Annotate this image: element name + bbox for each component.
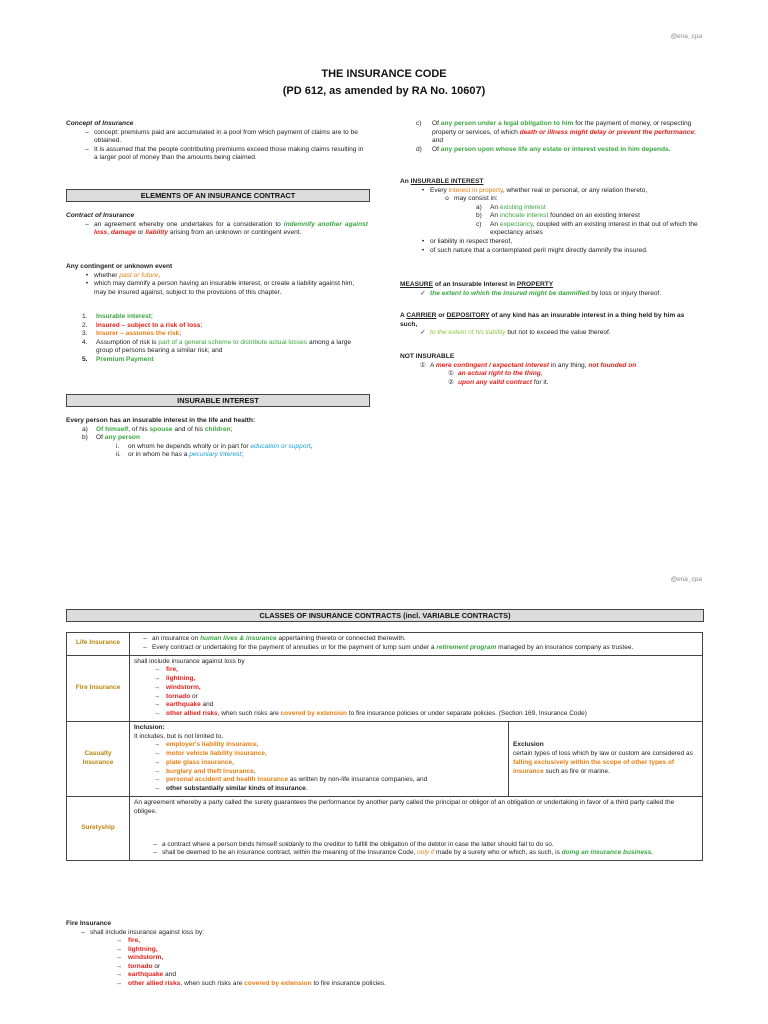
classes-header-box: CLASSES OF INSURANCE CONTRACTS (incl. VARIABLE CONTRACTS) — [66, 609, 704, 622]
fire-label: Fire Insurance — [67, 655, 130, 721]
contract-section — [66, 212, 368, 238]
contract-heading: Contract of Insurance — [66, 212, 135, 219]
list-item: c) Of any person under a legal obligation to him for the payment of money, or respecting property or services, of which death or illness might delay or prevent the performance; and — [416, 120, 696, 145]
list-item: d) Of any person upon whose life any estate or interest vested in him depends. — [416, 145, 671, 153]
table-row: Fire Insurance shall include insurance against loss by → fire, → lightning, → windstorm, → tornado or → earthquake and → other allied risks, when such risks are covered by extension to fire insurance policies or under separate policies. (Section 169, Insurance Code) — [67, 655, 703, 721]
page-subtitle: (PD 612, as amended by RA No. 10607) — [282, 85, 486, 97]
list-item: ii. or in whom he has a pecuniary interest; — [116, 451, 244, 459]
list-item: 4. Assumption of risk is part of a general scheme to distribute actual losses among a large group of persons bearing a similar risk; and — [82, 338, 352, 355]
table-row: Casualty Insurance Inclusion: It includes, but is not limited to, → employer's liability insurance, → motor vehicle liability insurance, → plate glass insurance, → burglary and theft insurance, → personal accident and health insurance as written by non-life insurance companies, and → other substantially similar kinds of insurance. Exclusion certain types of loss which by law or custom are considered as falling exclusively within the scope of other types of insurance such as fire or marine. — [67, 721, 703, 796]
fire-insurance-bottom: Fire Insurance – shall include insurance against loss by: → fire, → lightning, → windstorm, → tornado or → earthquake and → other allied risks, when such risks are covered by extension to fire insurance policies. — [66, 920, 387, 987]
carrier-section: A CARRIER or DEPOSITORY of any kind has an insurable interest in a thing held by him as such, ✓ to the extent of his liability but not to exceed the value thereof. — [400, 312, 702, 338]
every-person-section — [66, 417, 368, 460]
list-item: • which may damnify a person having an insurable interest, or create a liability against him, may be insured against, subject to the provisions of this chapter. — [85, 280, 355, 296]
elements-list — [82, 313, 368, 364]
list-item: i. on whom he depends wholly or in part for education or support, — [116, 442, 313, 450]
list-item: 3. Insurer – assumes the risk; — [82, 330, 182, 338]
author-handle-2: @eria_cpa — [670, 576, 702, 583]
list-item: • Every interest in property, whether real or personal, or any relation thereto, — [421, 186, 648, 194]
list-item: o may consist in: — [445, 195, 498, 203]
classes-table — [66, 632, 703, 861]
insurable-header-box: INSURABLE INTEREST — [66, 394, 370, 407]
list-item: – concept: premiums paid are accumulated in a pool from which payment of claims are to be obtained. — [85, 128, 358, 145]
list-item: b) An inchoate interest founded on an existing interest — [476, 212, 640, 220]
page-title: THE INSURANCE CODE — [321, 68, 447, 80]
life-label: Life Insurance — [67, 633, 130, 656]
list-item: ② upon any valid contract for it. — [448, 378, 549, 386]
list-item: ✓ the extent to which the insured might be damnified by loss or injury thereof. — [420, 289, 662, 297]
table-row: Suretyship An agreement whereby a party called the surety guarantees the performance by another party called the principal or obligor of an obligation or undertaking in favor of a third party called the obligee. – a contract where a person binds himself solidarily to the creditor to fulfill the obligation of the debtor in case the latter should fail to do so. – shall be deemed to be an insurance contract, within the meaning of the Insurance Code, only if made by a surety who or which, as such, is doing an insurance business. — [67, 797, 703, 861]
concept-section — [66, 120, 368, 163]
list-item: ① an actual right to the thing, — [448, 370, 543, 378]
list-item: c) An expectancy, coupled with an existing interest in that out of which the expectancy arises — [476, 220, 698, 237]
casualty-label: Casualty Insurance — [67, 721, 130, 796]
author-handle: @eria_cpa — [670, 33, 702, 40]
list-item: • or liability in respect thereof, — [421, 237, 513, 245]
list-item: 5. Premium Payment — [82, 355, 154, 363]
table-row: Life Insurance – an insurance on human lives & insurance appertaining thereto or connected therewith. – Every contract or undertaking for the payment of annuities or for the payment of lump sum under a retirement program managed by an insurance company as trustee. — [67, 633, 703, 656]
concept-heading: Concept of Insurance — [66, 120, 134, 127]
insurable-interest-section: An INSURABLE INTEREST • Every interest in property, whether real or personal, or any relation thereto, o may consist in: a) An existing interest b) An inchoate interest founded on an existing interest c) An expectancy, coupled with an existing interest in that out of which the expectancy arises • or liability in respect thereof, • of such nature that a contemplated peril might directly damnify the insured. — [400, 178, 702, 255]
list-item: ✓ to the extent of his liability but not to exceed the value thereof. — [420, 329, 611, 337]
list-item: a) An existing interest — [476, 203, 546, 211]
list-item: 2. Insured – subject to a risk of loss; — [82, 321, 203, 329]
not-insurable-section: NOT INSURABLE ① A mere contingent / expectant interest in any thing, not founded on ① an actual right to the thing, ② upon any valid contract for it. — [400, 353, 702, 387]
list-item: b) Of any person — [82, 434, 140, 442]
right-column — [416, 120, 702, 154]
list-item: – It is assumed that the people contributing premiums exceed those making claims resulting in a larger pool of money than the amounts being claimed. — [85, 145, 364, 162]
elements-header-box: ELEMENTS OF AN INSURANCE CONTRACT — [66, 189, 370, 202]
list-item: 1. Insurable interest; — [82, 313, 153, 320]
list-item: • of such nature that a contemplated peril might directly damnify the insured. — [421, 246, 648, 254]
every-person-heading: Every person has an insurable interest in the life and health: — [66, 417, 256, 424]
list-item: a) Of himself, of his spouse and of his children; — [82, 425, 233, 433]
measure-section: MEASURE of an Insurable Interest in PROPERTY ✓ the extent to which the insured might be damnified by loss or injury thereof. — [400, 281, 702, 298]
contingent-heading: Any contingent or unknown event — [66, 263, 173, 270]
contingent-section — [66, 263, 368, 297]
suretyship-label: Suretyship — [67, 797, 130, 861]
list-item: ① A mere contingent / expectant interest in any thing, not founded on — [420, 361, 637, 369]
list-item: • whether past or future, — [85, 271, 160, 279]
list-item: – an agreement whereby one undertakes for a consideration to indemnify another against loss, damage or liability arising from an unknown or contingent event. — [85, 220, 368, 237]
